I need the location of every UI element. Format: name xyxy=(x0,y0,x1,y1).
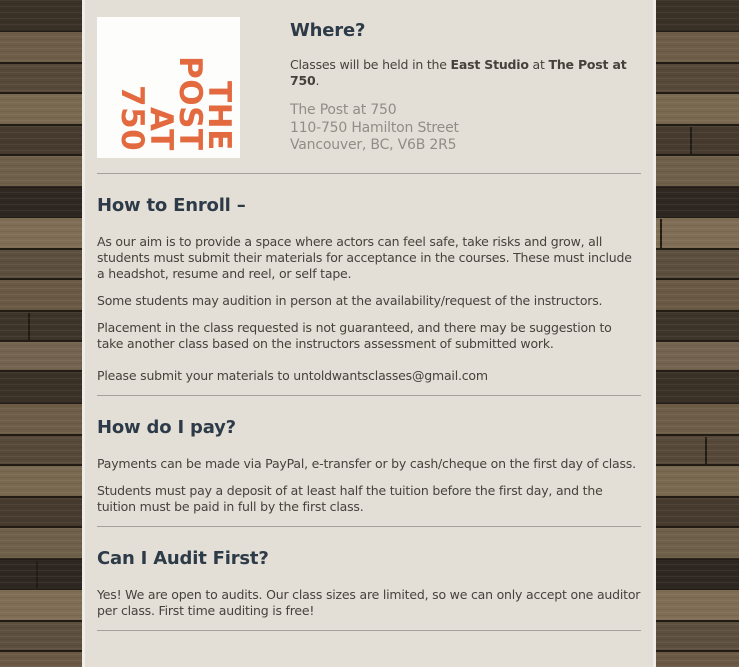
logo-word: THE xyxy=(201,81,237,151)
pay-paragraph-1: Payments can be made via PayPal, e-transfer or by cash/cheque on the first day of class. xyxy=(97,456,636,471)
enroll-paragraph-3: Placement in the class requested is not guaranteed, and there may be suggestion to take another class based on the instructors assessment of submitted work. xyxy=(97,320,612,351)
email-address: untoldwantsclasses@gmail.com xyxy=(293,368,488,383)
submit-text: Please submit your materials to xyxy=(97,368,294,383)
where-column xyxy=(290,17,641,155)
intro-text: . xyxy=(315,73,320,88)
address-line: The Post at 750 xyxy=(290,102,397,118)
pay-heading: How do I pay? xyxy=(97,417,236,438)
enroll-paragraph-2: Some students may audition in person at the availability/request of the instructors. xyxy=(97,293,603,308)
logo-text xyxy=(114,55,237,151)
intro-text: Classes will be held in the xyxy=(290,57,451,72)
address-line: 110-750 Hamilton Street xyxy=(290,119,459,136)
where-heading: Where? xyxy=(290,20,366,41)
logo-word: AT xyxy=(143,107,179,151)
studio-name: East Studio xyxy=(450,57,529,72)
section-divider xyxy=(97,630,641,631)
venue-address xyxy=(290,102,641,155)
logo-word: 750 xyxy=(114,84,150,151)
audit-heading: Can I Audit First? xyxy=(97,548,269,569)
enroll-heading: How to Enroll – xyxy=(97,195,246,216)
pay-paragraph-2: Students must pay a deposit of at least half the tuition before the first day, and the tuition must be paid in full by the first class. xyxy=(97,483,603,514)
logo-word: POST xyxy=(172,56,208,151)
intro-text: at xyxy=(528,57,549,72)
audit-paragraph-1: Yes! We are open to audits. Our class sizes are limited, so we can only accept one auditor per class. First time auditing is free! xyxy=(97,587,641,618)
address-line: Vancouver, BC, V6B 2R5 xyxy=(290,137,457,153)
enroll-submit-line xyxy=(97,368,641,384)
section-divider xyxy=(97,526,641,527)
enroll-paragraph-1: As our aim is to provide a space where actors can feel safe, take risks and grow, all students must submit their materials for acceptance in the courses. These must include a headshot, resume and reel, or self tape. xyxy=(97,234,632,281)
section-divider xyxy=(97,173,641,174)
where-section xyxy=(97,0,641,158)
where-intro-paragraph xyxy=(290,57,641,89)
section-divider xyxy=(97,395,641,396)
post-at-750-logo xyxy=(97,17,240,158)
venue-name: The Post at 750 xyxy=(290,57,627,88)
newsletter-panel xyxy=(82,0,656,667)
